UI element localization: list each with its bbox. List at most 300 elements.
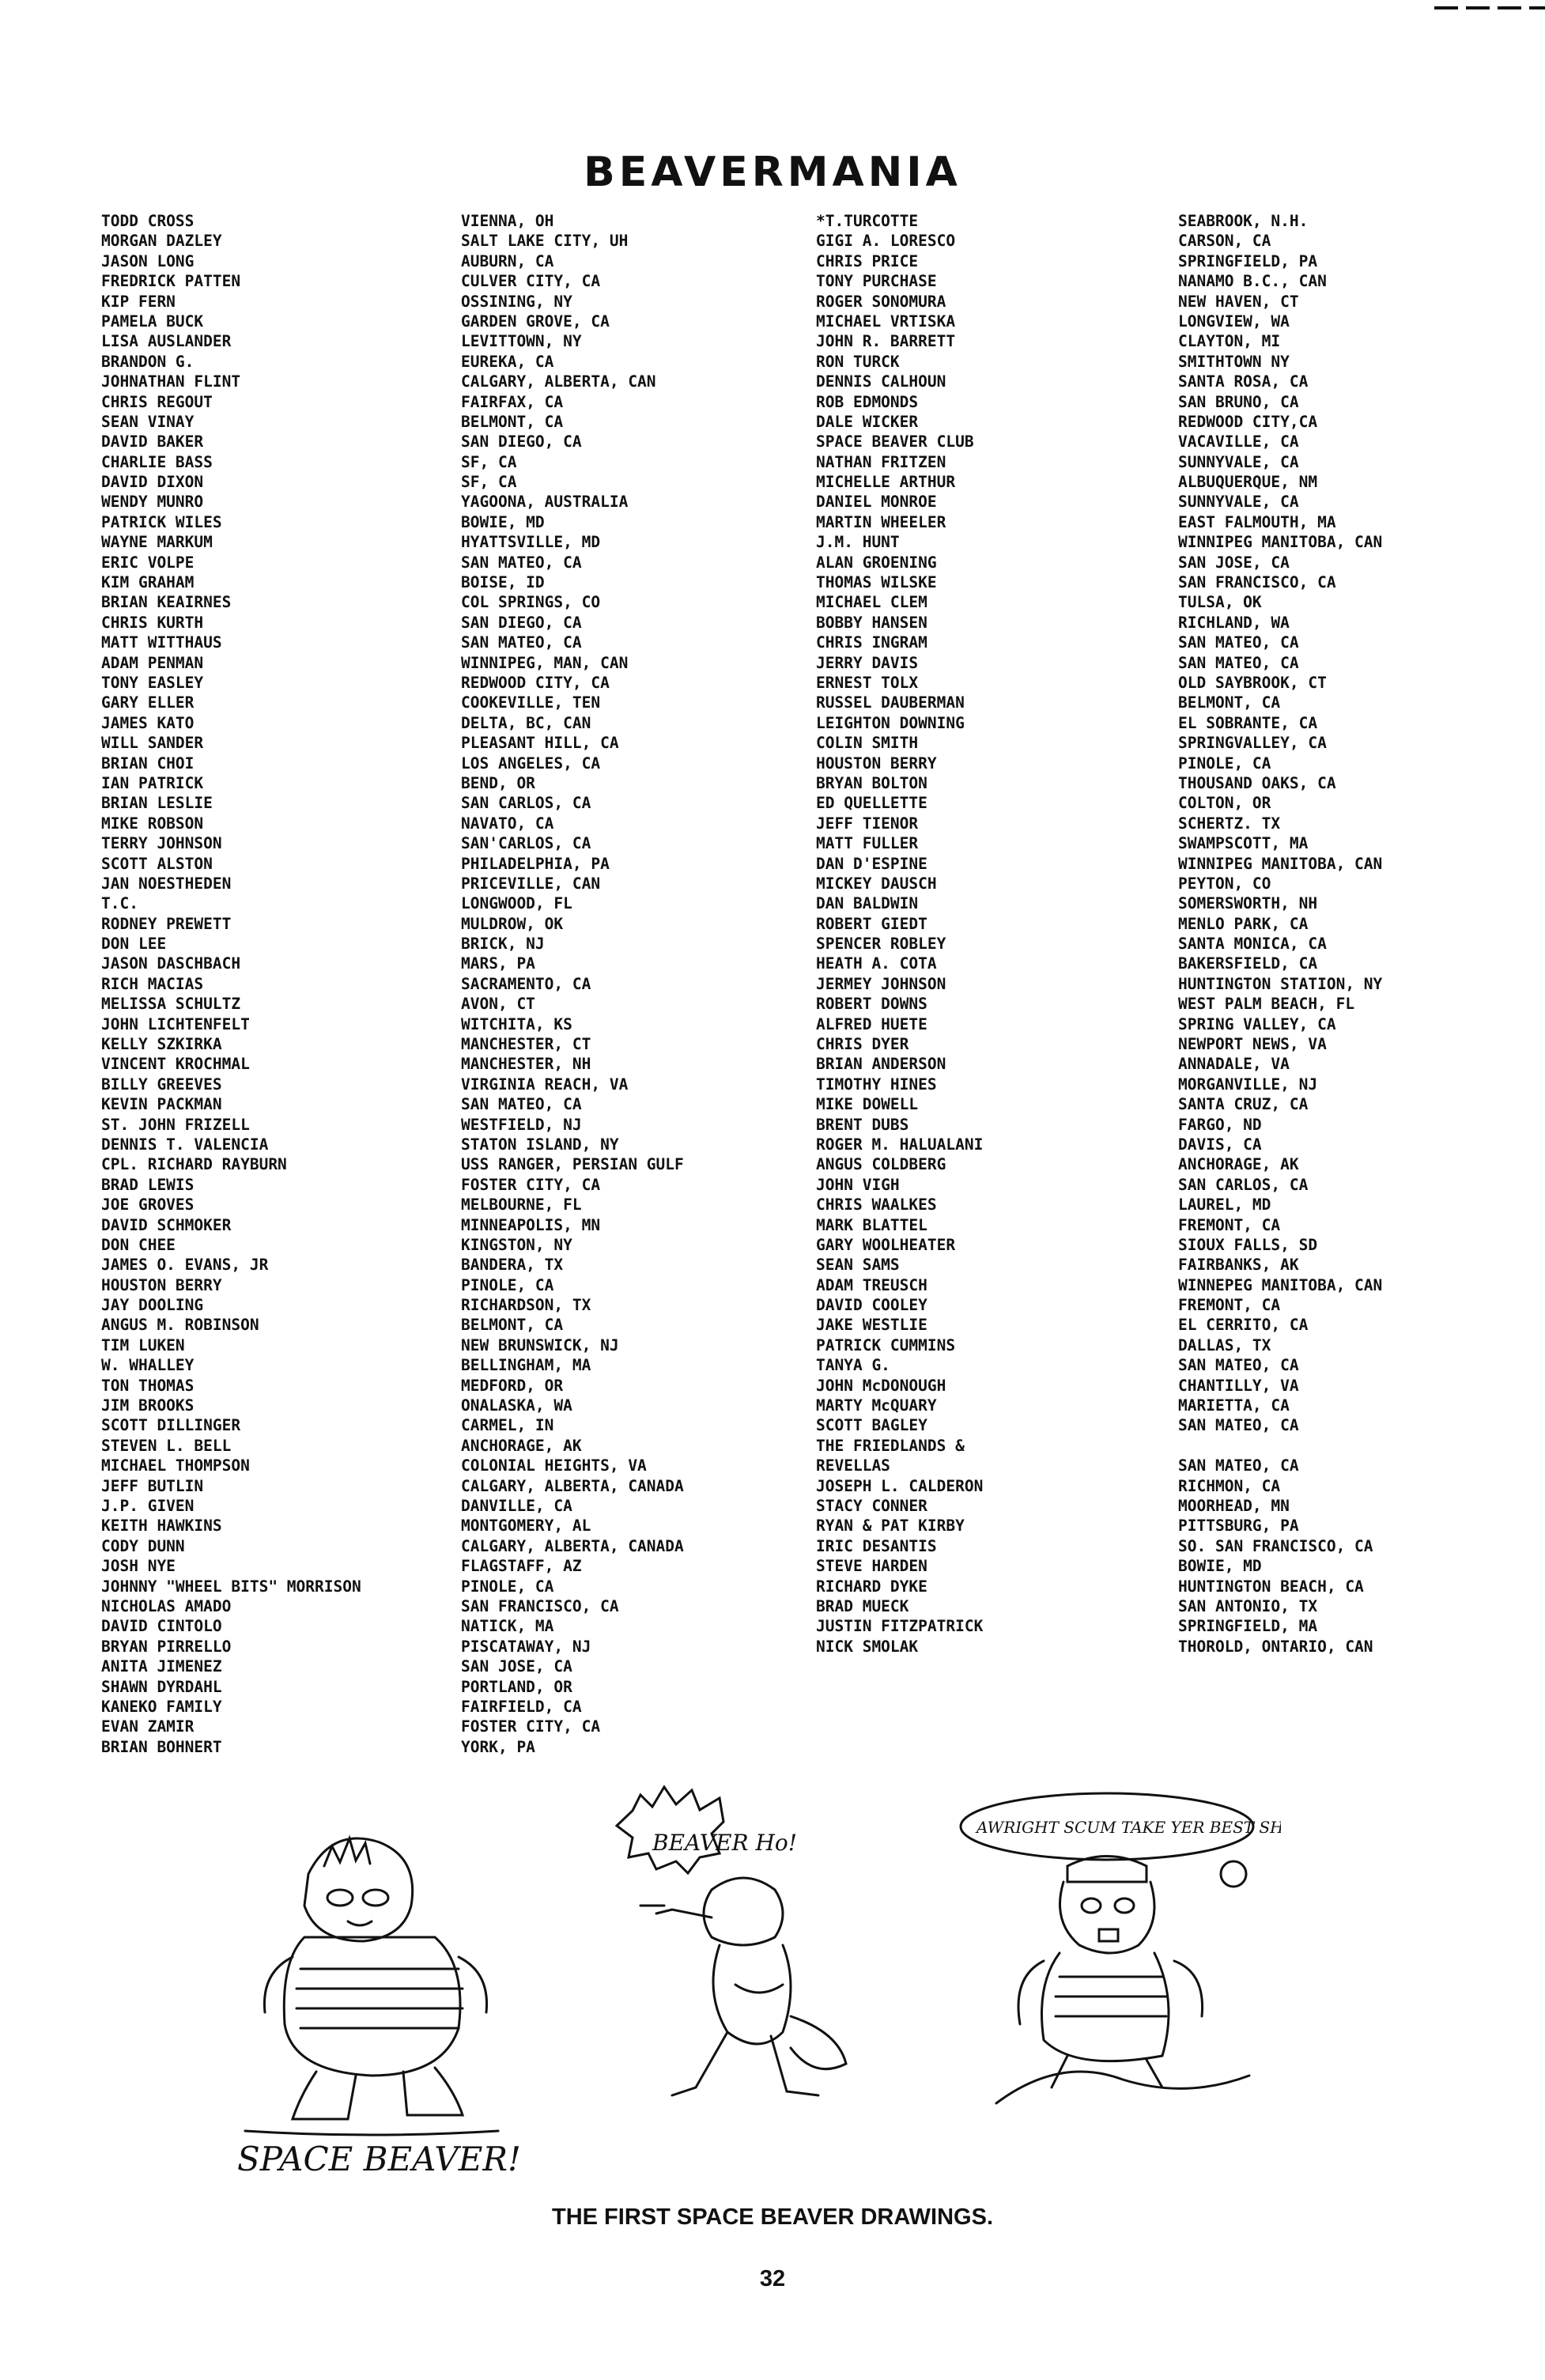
list-item: IRIC DESANTIS — [816, 1536, 937, 1555]
list-item: NEW HAVEN, CT — [1178, 292, 1299, 311]
list-item: SAN DIEGO, CA — [461, 433, 582, 451]
list-item: MICHAEL THOMPSON — [101, 1456, 250, 1475]
list-item: SIOUX FALLS, SD — [1178, 1235, 1318, 1254]
list-item: JASON DASCHBACH — [101, 954, 241, 973]
list-item: SANTA CRUZ, CA — [1178, 1095, 1309, 1114]
list-item: SF, CA — [461, 473, 517, 492]
list-item: STEVEN L. BELL — [101, 1436, 232, 1455]
list-item: HUNTINGTON STATION, NY — [1178, 974, 1383, 993]
list-item: DON LEE — [101, 935, 167, 954]
list-item: PAMELA BUCK — [101, 312, 204, 331]
places-column-2 — [1178, 211, 1382, 1657]
list-item: WITCHITA, KS — [461, 1014, 572, 1033]
list-item: SOMERSWORTH, NH — [1178, 894, 1318, 913]
list-item: WESTFIELD, NJ — [461, 1115, 582, 1134]
list-item: GIGI A. LORESCO — [816, 232, 956, 251]
places-column-1 — [461, 211, 684, 1757]
names-column-1 — [101, 211, 361, 1757]
list-item: SUNNYVALE, CA — [1178, 452, 1299, 471]
list-item: *T.TURCOTTE — [816, 212, 919, 230]
list-item — [1178, 1436, 1382, 1456]
list-item: KEVIN PACKMAN — [101, 1095, 222, 1114]
list-item: BRIAN CHOI — [101, 754, 195, 773]
list-item: SAN CARLOS, CA — [1178, 1175, 1309, 1194]
list-item: ADAM TREUSCH — [816, 1275, 927, 1294]
list-item: LAUREL, MD — [1178, 1196, 1271, 1215]
list-item: BRENT DUBS — [816, 1115, 909, 1134]
list-item: STATON ISLAND, NY — [461, 1135, 619, 1154]
list-item: MORGAN DAZLEY — [101, 232, 222, 251]
list-item: COL SPRINGS, CO — [461, 593, 601, 612]
list-item: MULDROW, OK — [461, 914, 564, 933]
list-item: TODD CROSS — [101, 212, 195, 230]
list-item: SAN CARLOS, CA — [461, 794, 591, 813]
list-item: MICHAEL VRTISKA — [816, 312, 956, 331]
list-item: CULVER CITY, CA — [461, 272, 601, 291]
list-item: SCOTT DILLINGER — [101, 1416, 241, 1435]
list-item: WINNIPEG MANITOBA, CAN — [1178, 854, 1383, 873]
list-item: EAST FALMOUTH, MA — [1178, 512, 1336, 531]
list-item: KIP FERN — [101, 292, 176, 311]
list-item: ED QUELLETTE — [816, 794, 927, 813]
list-item: ANITA JIMENEZ — [101, 1657, 222, 1676]
list-item: MORGANVILLE, NJ — [1178, 1075, 1318, 1094]
list-item: DAVID CINTOLO — [101, 1617, 222, 1636]
list-item: WAYNE MARKUM — [101, 533, 213, 552]
list-item: JAKE WESTLIE — [816, 1316, 927, 1335]
list-item: SPRINGFIELD, MA — [1178, 1617, 1318, 1636]
list-item: MARTY McQUARY — [816, 1396, 937, 1415]
list-item: SEABROOK, N.H. — [1178, 212, 1309, 230]
list-item: TULSA, OK — [1178, 593, 1262, 612]
list-item: TONY PURCHASE — [816, 272, 937, 291]
list-item: DAN D'ESPINE — [816, 854, 927, 873]
list-item: BRAD LEWIS — [101, 1175, 195, 1194]
list-item: KINGSTON, NY — [461, 1235, 572, 1254]
list-item: MENLO PARK, CA — [1178, 914, 1309, 933]
list-item: DAVID COOLEY — [816, 1296, 927, 1315]
list-item: KIM GRAHAM — [101, 573, 195, 592]
list-item: CARMEL, IN — [461, 1416, 554, 1435]
list-item: ALBUQUERQUE, NM — [1178, 473, 1318, 492]
list-item: CHRIS REGOUT — [101, 392, 213, 411]
list-item: MARK BLATTEL — [816, 1215, 927, 1234]
list-item: DON CHEE — [101, 1235, 176, 1254]
list-item: SWAMPSCOTT, MA — [1178, 834, 1309, 853]
list-item: PATRICK WILES — [101, 512, 222, 531]
list-item: THOUSAND OAKS, CA — [1178, 773, 1336, 792]
list-item: CODY DUNN — [101, 1536, 185, 1555]
list-item: YORK, PA — [461, 1737, 535, 1756]
list-item: SHAWN DYRDAHL — [101, 1677, 222, 1696]
list-item: MELBOURNE, FL — [461, 1196, 582, 1215]
list-item: BELMONT, CA — [461, 1316, 564, 1335]
list-item: DAVID BAKER — [101, 433, 204, 451]
list-item: MIKE ROBSON — [101, 814, 204, 833]
list-item: CHRIS PRICE — [816, 251, 919, 270]
list-item: STACY CONNER — [816, 1497, 927, 1515]
list-item: ERNEST TOLX — [816, 673, 919, 692]
list-item: ROGER SONOMURA — [816, 292, 946, 311]
list-item: TERRY JOHNSON — [101, 834, 222, 853]
list-item: SPACE BEAVER CLUB — [816, 433, 974, 451]
list-item: STEVE HARDEN — [816, 1557, 927, 1576]
list-item: OLD SAYBROOK, CT — [1178, 673, 1327, 692]
list-item: PEYTON, CO — [1178, 874, 1271, 893]
list-item: SPRINGFIELD, PA — [1178, 251, 1318, 270]
list-item: RYAN & PAT KIRBY — [816, 1517, 965, 1536]
list-item: W. WHALLEY — [101, 1356, 195, 1375]
list-item: SPENCER ROBLEY — [816, 935, 946, 954]
list-item: DAN BALDWIN — [816, 894, 919, 913]
list-item: FOSTER CITY, CA — [461, 1717, 601, 1736]
list-item: ROBERT GIEDT — [816, 914, 927, 933]
list-item: SAN JOSE, CA — [1178, 553, 1290, 572]
list-item: LISA AUSLANDER — [101, 332, 232, 351]
list-item: TIMOTHY HINES — [816, 1075, 937, 1094]
list-item: DANIEL MONROE — [816, 493, 937, 512]
space-beaver-drawing-1 — [213, 1819, 530, 2174]
list-item: KEITH HAWKINS — [101, 1517, 222, 1536]
list-item: VIRGINIA REACH, VA — [461, 1075, 629, 1094]
list-item: BRYAN BOLTON — [816, 773, 927, 792]
list-item: ALAN GROENING — [816, 553, 937, 572]
list-item: CALGARY, ALBERTA, CANADA — [461, 1476, 684, 1495]
list-item: YAGOONA, AUSTRALIA — [461, 493, 629, 512]
list-item: REVELLAS — [816, 1456, 890, 1475]
list-item: KANEKO FAMILY — [101, 1697, 222, 1716]
page-number: 32 — [759, 2266, 786, 2291]
list-item: SO. SAN FRANCISCO, CA — [1178, 1536, 1373, 1555]
list-item: CALGARY, ALBERTA, CANADA — [461, 1536, 684, 1555]
list-item: RICHMON, CA — [1178, 1476, 1281, 1495]
list-item: SAN JOSE, CA — [461, 1657, 572, 1676]
list-item: SAN ANTONIO, TX — [1178, 1596, 1318, 1615]
list-item: AVON, CT — [461, 995, 535, 1014]
list-item: BRAD MUECK — [816, 1596, 909, 1615]
list-item: BOWIE, MD — [1178, 1557, 1262, 1576]
list-item: GARY ELLER — [101, 693, 195, 712]
list-item: TIM LUKEN — [101, 1335, 185, 1354]
list-item: MOORHEAD, MN — [1178, 1497, 1290, 1515]
list-item: MICHELLE ARTHUR — [816, 473, 956, 492]
list-item: SAN DIEGO, CA — [461, 613, 582, 632]
list-item: BRIAN ANDERSON — [816, 1055, 946, 1074]
list-item: JIM BROOKS — [101, 1396, 195, 1415]
list-item: VACAVILLE, CA — [1178, 433, 1299, 451]
scan-edge-marks — [1387, 0, 1545, 6]
list-item: BRIAN LESLIE — [101, 794, 213, 813]
list-item: JOHN VIGH — [816, 1175, 900, 1194]
list-item: RUSSEL DAUBERMAN — [816, 693, 965, 712]
list-item: FREMONT, CA — [1178, 1296, 1281, 1315]
list-item: J.M. HUNT — [816, 533, 900, 552]
list-item: SCOTT ALSTON — [101, 854, 213, 873]
list-item: CHRIS KURTH — [101, 613, 204, 632]
list-item: SAN MATEO, CA — [461, 1095, 582, 1114]
list-item: JEFF TIENOR — [816, 814, 919, 833]
list-item: HEATH A. COTA — [816, 954, 937, 973]
list-item: PATRICK CUMMINS — [816, 1335, 956, 1354]
list-item: AUBURN, CA — [461, 251, 554, 270]
space-beaver-drawing-3 — [949, 1787, 1281, 2119]
list-item: BILLY GREEVES — [101, 1075, 222, 1094]
list-item: SAN MATEO, CA — [1178, 653, 1299, 672]
figure-caption: THE FIRST SPACE BEAVER DRAWINGS. — [551, 2204, 994, 2230]
list-item: SPRING VALLEY, CA — [1178, 1014, 1336, 1033]
list-item: WEST PALM BEACH, FL — [1178, 995, 1355, 1014]
drawing3-balloon: AWRIGHT SCUM TAKE YER BEST SHOT — [976, 1818, 1281, 1837]
list-item: SPRINGVALLEY, CA — [1178, 734, 1327, 753]
list-item: BRANDON G. — [101, 352, 195, 371]
list-item: LEVITTOWN, NY — [461, 332, 582, 351]
list-item: OSSINING, NY — [461, 292, 572, 311]
list-item: DELTA, BC, CAN — [461, 713, 591, 732]
list-item: JOSEPH L. CALDERON — [816, 1476, 984, 1495]
list-item: BRIAN KEAIRNES — [101, 593, 232, 612]
list-item: THOROLD, ONTARIO, CAN — [1178, 1637, 1373, 1656]
list-item: BRICK, NJ — [461, 935, 545, 954]
list-item: FOSTER CITY, CA — [461, 1175, 601, 1194]
list-item: EL SOBRANTE, CA — [1178, 713, 1318, 732]
list-item: CHANTILLY, VA — [1178, 1376, 1299, 1395]
list-item: SAN MATEO, CA — [1178, 1356, 1299, 1375]
list-item: NICHOLAS AMADO — [101, 1596, 232, 1615]
list-item: REDWOOD CITY, CA — [461, 673, 610, 692]
list-item: BELMONT, CA — [1178, 693, 1281, 712]
drawing1-signature: SPACE BEAVER! — [237, 2140, 521, 2174]
list-item: J.P. GIVEN — [101, 1497, 195, 1515]
list-item: SF, CA — [461, 452, 517, 471]
list-item: ANCHORAGE, AK — [1178, 1155, 1299, 1174]
list-item: DAVID DIXON — [101, 473, 204, 492]
list-item: MARS, PA — [461, 954, 535, 973]
list-item: NICK SMOLAK — [816, 1637, 919, 1656]
list-item: CHRIS DYER — [816, 1035, 909, 1054]
list-item: LONGWOOD, FL — [461, 894, 572, 913]
list-item: PRICEVILLE, CAN — [461, 874, 601, 893]
list-item: BRIAN BOHNERT — [101, 1737, 222, 1756]
list-item: MONTGOMERY, AL — [461, 1517, 591, 1536]
list-item: FARGO, ND — [1178, 1115, 1262, 1134]
list-item: KELLY SZKIRKA — [101, 1035, 222, 1054]
list-item: MEDFORD, OR — [461, 1376, 564, 1395]
list-item: LONGVIEW, WA — [1178, 312, 1290, 331]
list-item: SAN MATEO, CA — [461, 553, 582, 572]
list-item: SANTA ROSA, CA — [1178, 372, 1309, 391]
drawing2-balloon: BEAVER Ho! — [652, 1830, 798, 1856]
list-item: CARSON, CA — [1178, 232, 1271, 251]
list-item: SALT LAKE CITY, UH — [461, 232, 629, 251]
list-item: JERMEY JOHNSON — [816, 974, 946, 993]
list-item: RICHARD DYKE — [816, 1577, 927, 1596]
list-item: SMITHTOWN NY — [1178, 352, 1290, 371]
list-item: COLIN SMITH — [816, 734, 919, 753]
list-item: DENNIS CALHOUN — [816, 372, 946, 391]
list-item: TANYA G. — [816, 1356, 890, 1375]
list-item: MATT FULLER — [816, 834, 919, 853]
list-item: JOHNATHAN FLINT — [101, 372, 241, 391]
list-item: SAN FRANCISCO, CA — [461, 1596, 619, 1615]
list-item: TON THOMAS — [101, 1376, 195, 1395]
list-item: MICKEY DAUSCH — [816, 874, 937, 893]
list-item: USS RANGER, PERSIAN GULF — [461, 1155, 684, 1174]
list-item: JOHN LICHTENFELT — [101, 1014, 250, 1033]
list-item: HUNTINGTON BEACH, CA — [1178, 1577, 1364, 1596]
list-item: TONY EASLEY — [101, 673, 204, 692]
list-item: SAN MATEO, CA — [1178, 1416, 1299, 1435]
list-item: VINCENT KROCHMAL — [101, 1055, 250, 1074]
list-item: JERRY DAVIS — [816, 653, 919, 672]
list-item: MARTIN WHEELER — [816, 512, 946, 531]
list-item: ANGUS COLDBERG — [816, 1155, 946, 1174]
list-item: BOWIE, MD — [461, 512, 545, 531]
list-item: ROGER M. HALUALANI — [816, 1135, 984, 1154]
list-item: FLAGSTAFF, AZ — [461, 1557, 582, 1576]
list-item: FAIRFAX, CA — [461, 392, 564, 411]
list-item: MANCHESTER, NH — [461, 1055, 591, 1074]
page-title: BEAVERMANIA — [584, 149, 961, 196]
list-item: GARDEN GROVE, CA — [461, 312, 610, 331]
list-item: PINOLE, CA — [461, 1275, 554, 1294]
list-item: SAN FRANCISCO, CA — [1178, 573, 1336, 592]
list-item: FREDRICK PATTEN — [101, 272, 241, 291]
list-item: JOSH NYE — [101, 1557, 176, 1576]
list-item: ERIC VOLPE — [101, 553, 195, 572]
list-item: RICHLAND, WA — [1178, 613, 1290, 632]
list-item: DALLAS, TX — [1178, 1335, 1271, 1354]
list-item: JEFF BUTLIN — [101, 1476, 204, 1495]
list-item: MICHAEL CLEM — [816, 593, 927, 612]
list-item: DANVILLE, CA — [461, 1497, 572, 1515]
list-item: BOISE, ID — [461, 573, 545, 592]
list-item: DENNIS T. VALENCIA — [101, 1135, 269, 1154]
list-item: ST. JOHN FRIZELL — [101, 1115, 250, 1134]
list-item: NATICK, MA — [461, 1617, 554, 1636]
list-item: BOBBY HANSEN — [816, 613, 927, 632]
list-item: WINNEPEG MANITOBA, CAN — [1178, 1275, 1383, 1294]
list-item: ANNADALE, VA — [1178, 1055, 1290, 1074]
list-item: JAN NOESTHEDEN — [101, 874, 232, 893]
list-item: HYATTSVILLE, MD — [461, 533, 601, 552]
list-item: CHRIS INGRAM — [816, 633, 927, 652]
list-item: EL CERRITO, CA — [1178, 1316, 1309, 1335]
list-item: CPL. RICHARD RAYBURN — [101, 1155, 287, 1174]
list-item: CHARLIE BASS — [101, 452, 213, 471]
list-item: JOHN McDONOUGH — [816, 1376, 946, 1395]
list-item: PISCATAWAY, NJ — [461, 1637, 591, 1656]
list-item: NEW BRUNSWICK, NJ — [461, 1335, 619, 1354]
list-item: T.C. — [101, 894, 138, 913]
list-item: MELISSA SCHULTZ — [101, 995, 241, 1014]
list-item: BRYAN PIRRELLO — [101, 1637, 232, 1656]
list-item: IAN PATRICK — [101, 773, 204, 792]
list-item: ADAM PENMAN — [101, 653, 204, 672]
list-item: NANAMO B.C., CAN — [1178, 272, 1327, 291]
list-item: FAIRFIELD, CA — [461, 1697, 582, 1716]
list-item: DALE WICKER — [816, 412, 919, 431]
list-item: SAN MATEO, CA — [1178, 633, 1299, 652]
list-item: SEAN SAMS — [816, 1256, 900, 1275]
list-item: PINOLE, CA — [461, 1577, 554, 1596]
list-item: WINNIPEG MANITOBA, CAN — [1178, 533, 1383, 552]
list-item: RON TURCK — [816, 352, 900, 371]
list-item: SUNNYVALE, CA — [1178, 493, 1299, 512]
list-item: REDWOOD CITY,CA — [1178, 412, 1318, 431]
list-item: DAVIS, CA — [1178, 1135, 1262, 1154]
list-item: SCHERTZ. TX — [1178, 814, 1281, 833]
list-item: GARY WOOLHEATER — [816, 1235, 956, 1254]
list-item: CLAYTON, MI — [1178, 332, 1281, 351]
space-beaver-drawing-2 — [577, 1779, 893, 2119]
list-item: ALFRED HUETE — [816, 1014, 927, 1033]
list-item: SAN MATEO, CA — [461, 633, 582, 652]
list-item: DAVID SCHMOKER — [101, 1215, 232, 1234]
list-item: PORTLAND, OR — [461, 1677, 572, 1696]
list-item: BELLINGHAM, MA — [461, 1356, 591, 1375]
list-item: WILL SANDER — [101, 734, 204, 753]
list-item: LEIGHTON DOWNING — [816, 713, 965, 732]
list-item: SACRAMENTO, CA — [461, 974, 591, 993]
list-item: ANGUS M. ROBINSON — [101, 1316, 259, 1335]
list-item: ROB EDMONDS — [816, 392, 919, 411]
list-item: JAMES O. EVANS, JR — [101, 1256, 269, 1275]
list-item: BANDERA, TX — [461, 1256, 564, 1275]
list-item: SANTA MONICA, CA — [1178, 935, 1327, 954]
list-item: BEND, OR — [461, 773, 535, 792]
list-item: COLONIAL HEIGHTS, VA — [461, 1456, 647, 1475]
list-item: MARIETTA, CA — [1178, 1396, 1290, 1415]
list-item: MATT WITTHAUS — [101, 633, 222, 652]
list-item: NAVATO, CA — [461, 814, 554, 833]
list-item: NATHAN FRITZEN — [816, 452, 946, 471]
names-column-2 — [816, 211, 983, 1657]
list-item: THOMAS WILSKE — [816, 573, 937, 592]
list-item: ANCHORAGE, AK — [461, 1436, 582, 1455]
list-item: VIENNA, OH — [461, 212, 554, 230]
list-item: SCOTT BAGLEY — [816, 1416, 927, 1435]
list-item: MINNEAPOLIS, MN — [461, 1215, 601, 1234]
list-item: PHILADELPHIA, PA — [461, 854, 610, 873]
list-item: HOUSTON BERRY — [816, 754, 937, 773]
list-item: BAKERSFIELD, CA — [1178, 954, 1318, 973]
list-item: RICHARDSON, TX — [461, 1296, 591, 1315]
list-item: JOE GROVES — [101, 1196, 195, 1215]
list-item: PINOLE, CA — [1178, 754, 1271, 773]
list-item: EVAN ZAMIR — [101, 1717, 195, 1736]
list-item: ONALASKA, WA — [461, 1396, 572, 1415]
list-item: RODNEY PREWETT — [101, 914, 232, 933]
list-item: FAIRBANKS, AK — [1178, 1256, 1299, 1275]
list-item: FREMONT, CA — [1178, 1215, 1281, 1234]
list-item: JUSTIN FITZPATRICK — [816, 1617, 984, 1636]
list-item: RICH MACIAS — [101, 974, 204, 993]
list-item: PITTSBURG, PA — [1178, 1517, 1299, 1536]
list-item: NEWPORT NEWS, VA — [1178, 1035, 1327, 1054]
list-item: HOUSTON BERRY — [101, 1275, 222, 1294]
list-item: COOKEVILLE, TEN — [461, 693, 601, 712]
list-item: ROBERT DOWNS — [816, 995, 927, 1014]
list-item: SEAN VINAY — [101, 412, 195, 431]
list-item: PLEASANT HILL, CA — [461, 734, 619, 753]
list-item: WINNIPEG, MAN, CAN — [461, 653, 629, 672]
list-item: SAN BRUNO, CA — [1178, 392, 1299, 411]
list-item: JOHNNY "WHEEL BITS" MORRISON — [101, 1577, 361, 1596]
list-item: JOHN R. BARRETT — [816, 332, 956, 351]
list-item: CALGARY, ALBERTA, CAN — [461, 372, 656, 391]
list-item: THE FRIEDLANDS & — [816, 1436, 965, 1455]
list-item: BELMONT, CA — [461, 412, 564, 431]
